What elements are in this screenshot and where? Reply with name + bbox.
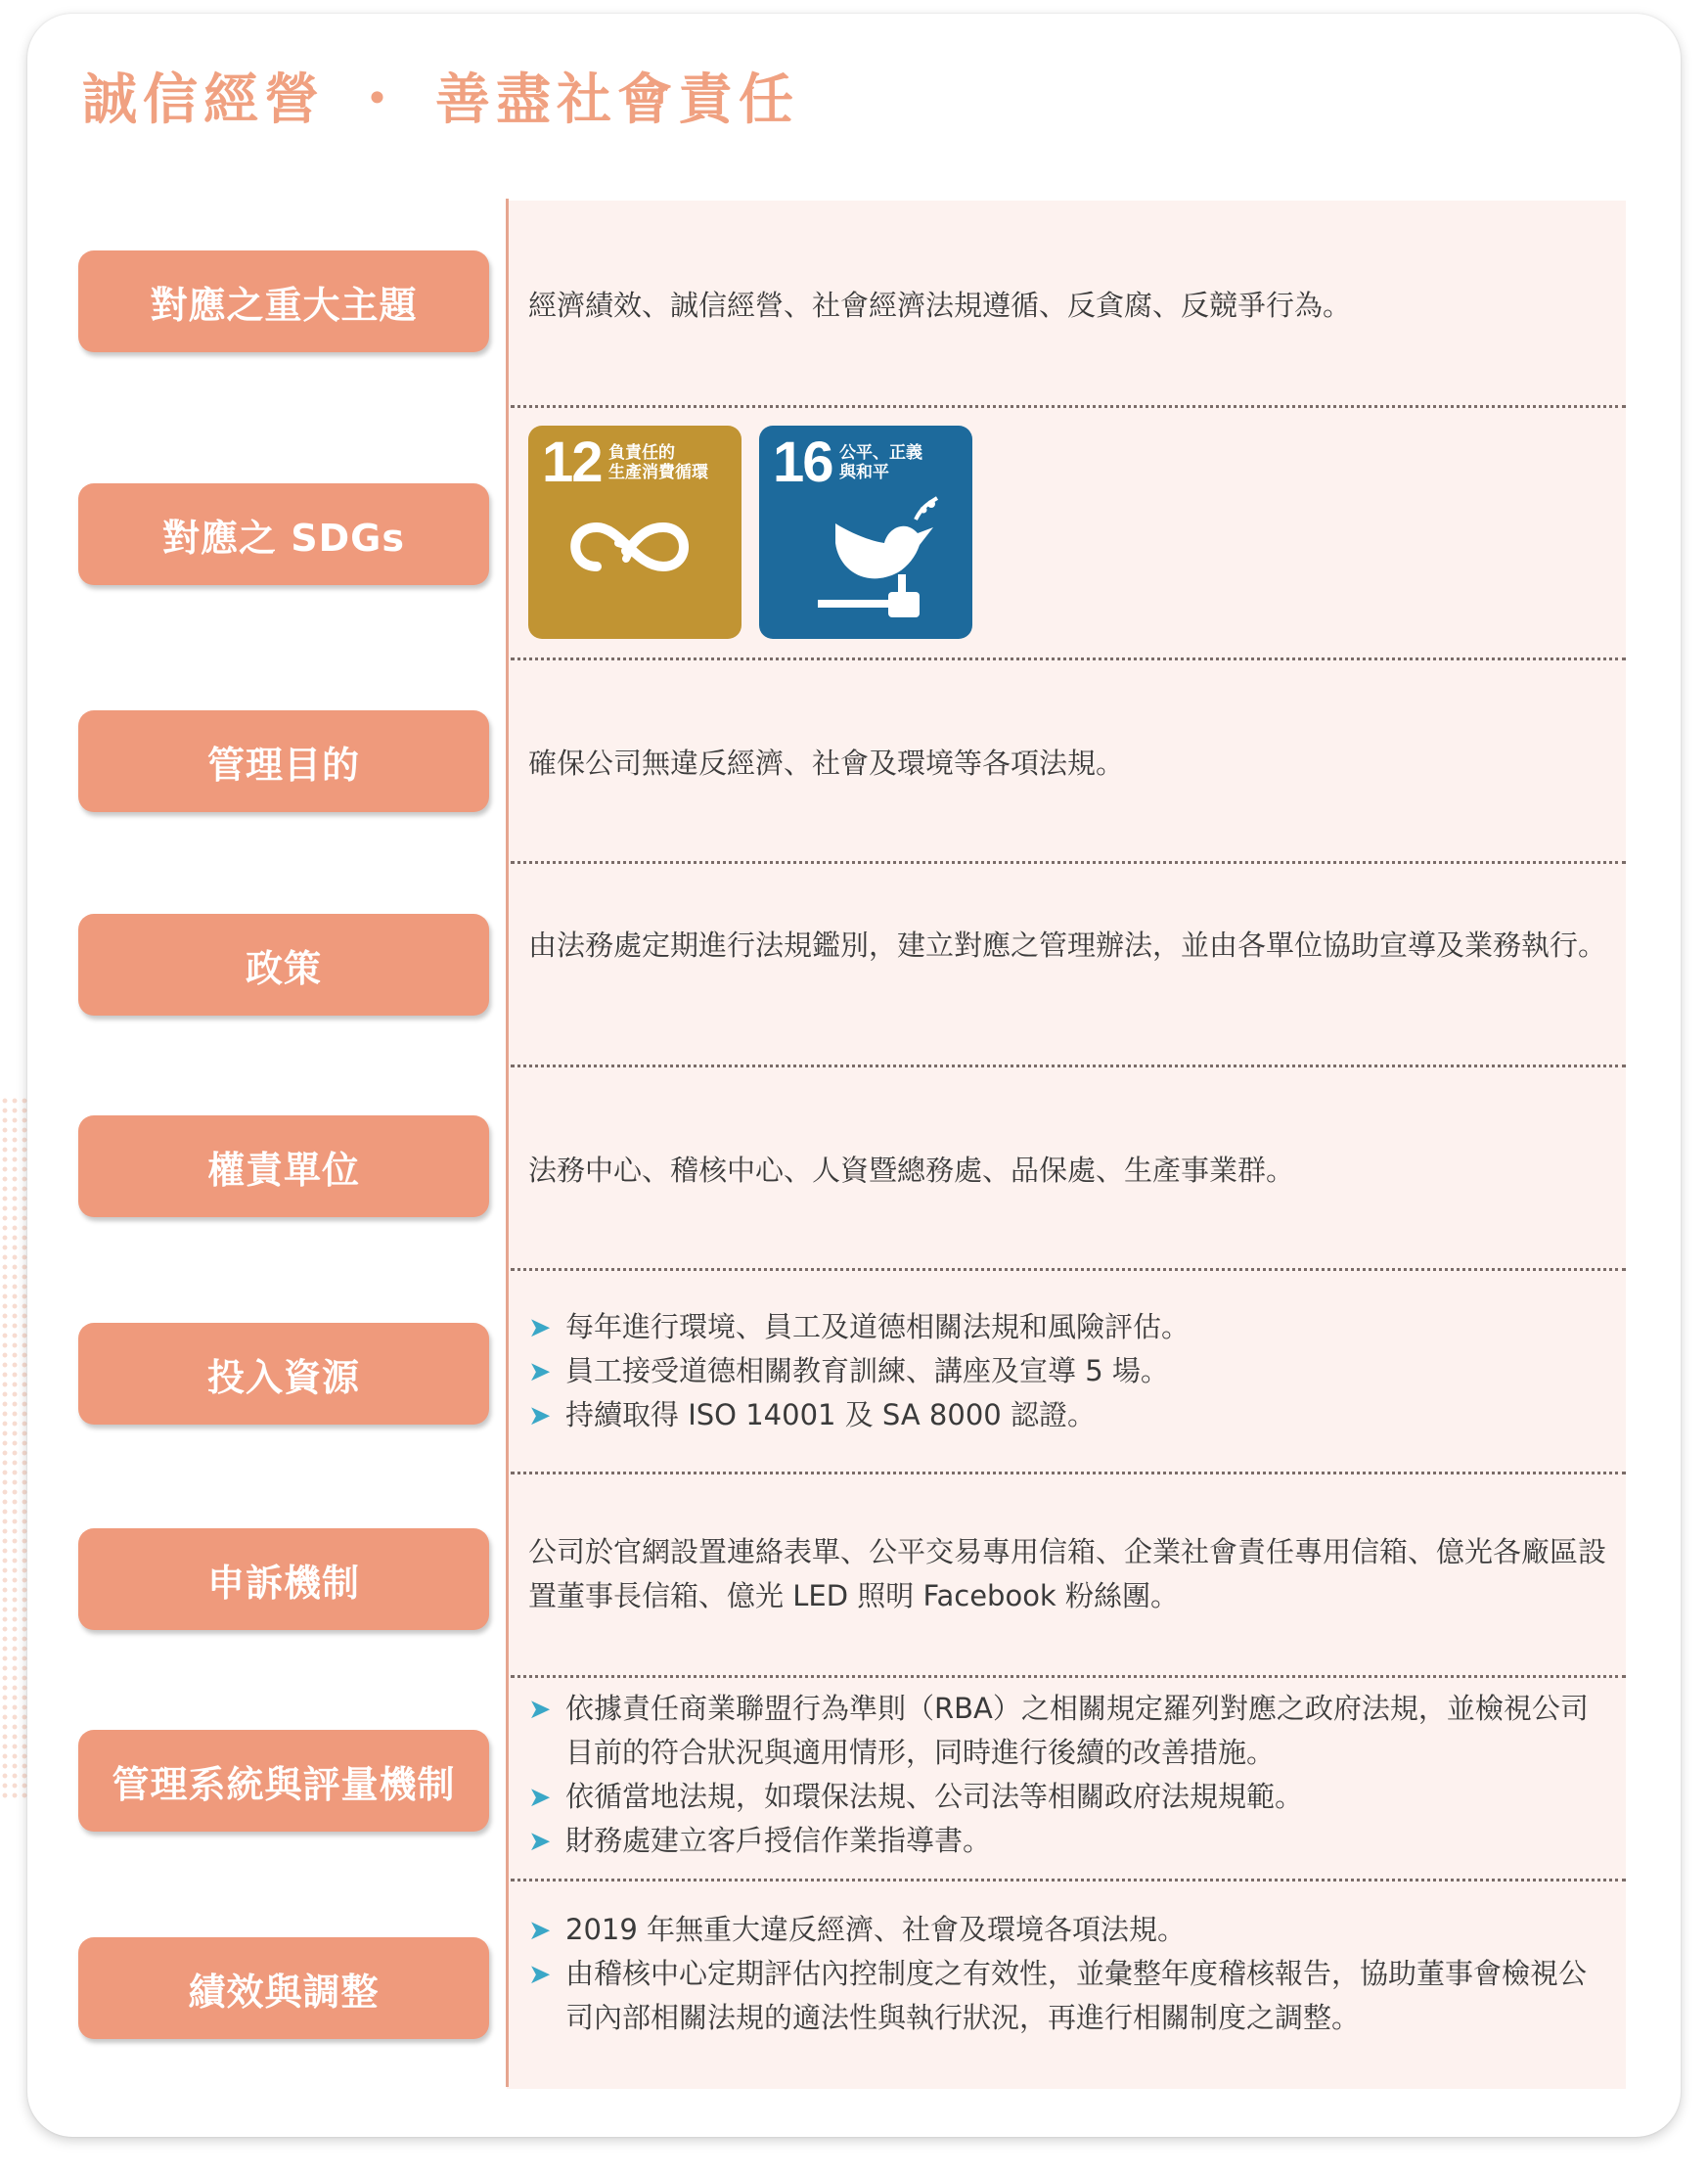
row-separator bbox=[511, 1065, 1626, 1067]
management-system-list bbox=[528, 1687, 1614, 1863]
arrow-bullet-icon: ➤ bbox=[528, 1399, 552, 1431]
grievance-text: 公司於官網設置連絡表單、公平交易專用信箱、企業社會責任專用信箱、億光各廠區設置董事長信箱、億光 LED 照明 Facebook 粉絲團。 bbox=[528, 1535, 1607, 1612]
sdg-12-number: 12 bbox=[542, 431, 602, 494]
row-label-responsible-units: 權責單位 bbox=[78, 1115, 489, 1217]
sdg-16-number: 16 bbox=[773, 431, 832, 494]
list-item: ➤ 2019 年無重大違反經濟、社會及環境各項法規。 bbox=[528, 1908, 1614, 1952]
sdg-16-tile bbox=[759, 426, 972, 639]
list-item: ➤ 每年進行環境、員工及道德相關法規和風險評估。 bbox=[528, 1305, 1614, 1349]
row-separator bbox=[511, 657, 1626, 660]
list-item: ➤ 員工接受道德相關教育訓練、講座及宣導 5 場。 bbox=[528, 1349, 1614, 1393]
arrow-bullet-icon: ➤ bbox=[528, 1825, 552, 1857]
responsible-units-text: 法務中心、稽核中心、人資暨總務處、品保處、生產事業群。 bbox=[528, 1154, 1295, 1187]
row-label-sdgs: 對應之 SDGs bbox=[78, 483, 489, 585]
list-item: ➤ 依循當地法規，如環保法規、公司法等相關政府法規規範。 bbox=[528, 1775, 1614, 1819]
row-label-performance: 績效與調整 bbox=[78, 1937, 489, 2039]
sdg-12-label: 負責任的 生產消費循環 bbox=[608, 443, 708, 482]
decorative-dot-pattern bbox=[0, 1096, 29, 1800]
row-label-material-topics: 對應之重大主題 bbox=[78, 250, 489, 352]
row-separator bbox=[511, 861, 1626, 864]
arrow-bullet-icon: ➤ bbox=[528, 1311, 552, 1343]
row-label-policy: 政策 bbox=[78, 914, 489, 1016]
row-label-management-purpose: 管理目的 bbox=[78, 710, 489, 812]
row-label-resources: 投入資源 bbox=[78, 1323, 489, 1425]
row-separator bbox=[511, 405, 1626, 408]
list-item: ➤ 由稽核中心定期評估內控制度之有效性，並彙整年度稽核報告，協助董事會檢視公司內部相關法規的適法性與執行狀況，再進行相關制度之調整。 bbox=[528, 1952, 1614, 2040]
row-separator bbox=[511, 1472, 1626, 1474]
arrow-bullet-icon: ➤ bbox=[528, 1958, 552, 1990]
row-separator bbox=[511, 1675, 1626, 1678]
page-title: 誠信經營 ・ 善盡社會責任 bbox=[82, 68, 799, 132]
list-item: ➤ 持續取得 ISO 14001 及 SA 8000 認證。 bbox=[528, 1393, 1614, 1437]
performance-list bbox=[528, 1908, 1614, 2040]
arrow-bullet-icon: ➤ bbox=[528, 1781, 552, 1813]
row-label-grievance: 申訴機制 bbox=[78, 1528, 489, 1630]
arrow-bullet-icon: ➤ bbox=[528, 1914, 552, 1946]
policy-text: 由法務處定期進行法規鑑別，建立對應之管理辦法，並由各單位協助宣導及業務執行。 bbox=[528, 929, 1607, 962]
list-item: ➤ 依據責任商業聯盟行為準則（RBA）之相關規定羅列對應之政府法規，並檢視公司目前的符合狀況與適用情形，同時進行後續的改善措施。 bbox=[528, 1687, 1614, 1775]
material-topics-text: 經濟績效、誠信經營、社會經濟法規遵循、反貪腐、反競爭行為。 bbox=[528, 289, 1352, 322]
management-purpose-text: 確保公司無違反經濟、社會及環境等各項法規。 bbox=[528, 747, 1125, 780]
column-divider bbox=[506, 199, 509, 2087]
row-separator bbox=[511, 1268, 1626, 1271]
resources-list bbox=[528, 1305, 1614, 1437]
sdg-12-tile bbox=[528, 426, 742, 639]
row-label-management-system: 管理系統與評量機制 bbox=[78, 1730, 489, 1832]
arrow-bullet-icon: ➤ bbox=[528, 1355, 552, 1387]
sdg-16-label: 公平、正義 與和平 bbox=[839, 443, 922, 482]
row-separator bbox=[511, 1879, 1626, 1881]
list-item: ➤ 財務處建立客戶授信作業指導書。 bbox=[528, 1819, 1614, 1863]
arrow-bullet-icon: ➤ bbox=[528, 1693, 552, 1725]
